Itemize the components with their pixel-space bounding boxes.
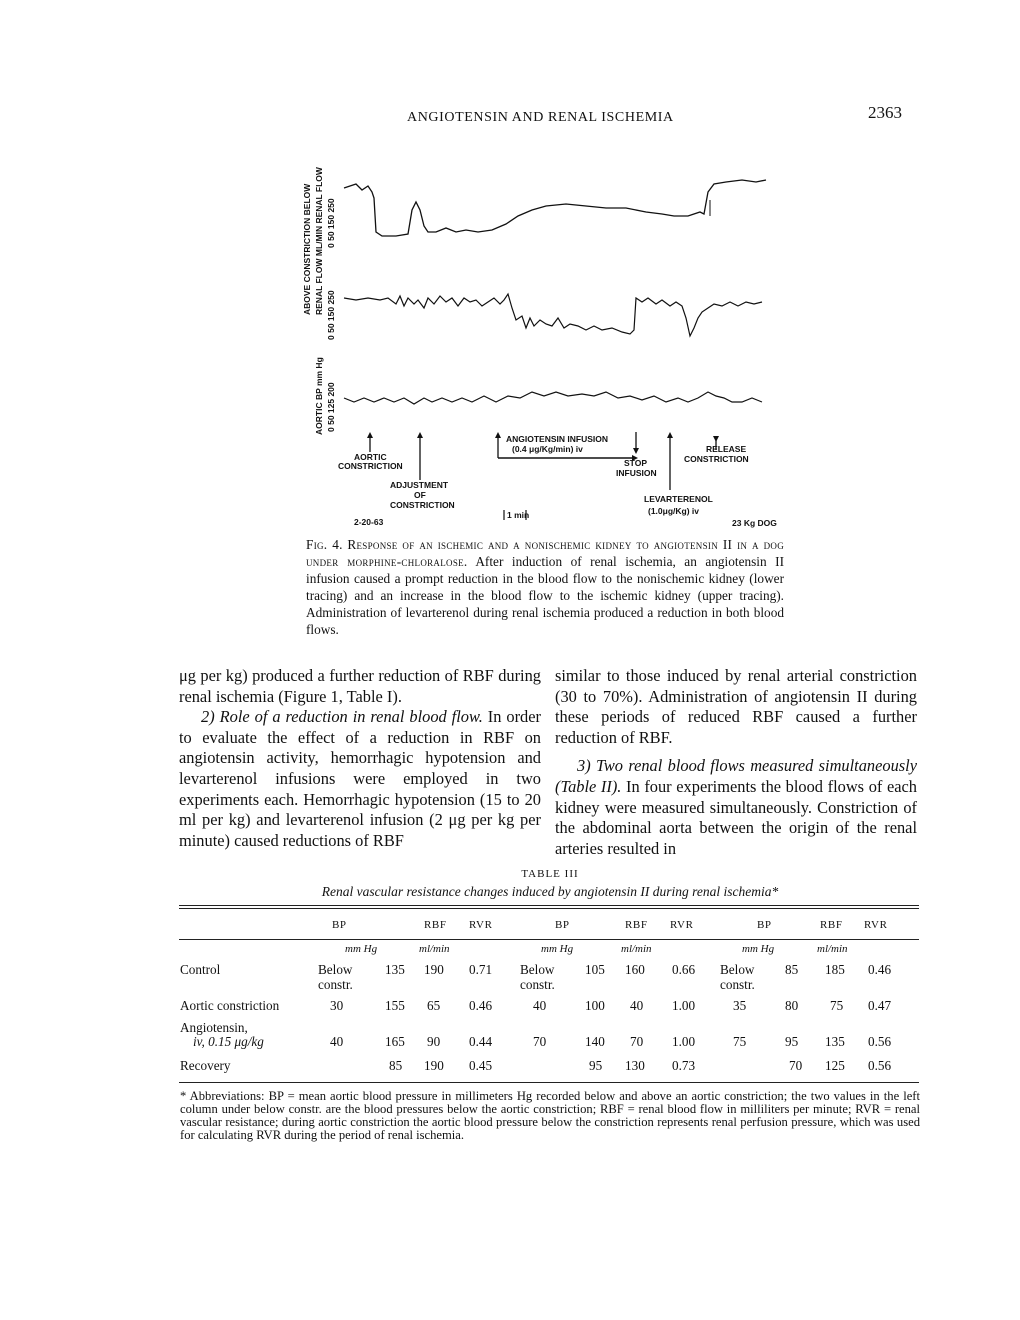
- caption-title: Response of an ischemic and a nonischemic kidney to angiotensin II in a dog under morphine-chloralose.: [306, 537, 784, 569]
- cell: 0.56: [868, 1034, 892, 1049]
- cell: 40: [330, 1034, 344, 1049]
- cell: 0.46: [868, 962, 892, 977]
- cell: 0.71: [469, 962, 493, 977]
- cell: 75: [733, 1034, 747, 1049]
- cell: 155: [385, 998, 405, 1013]
- right-paragraph-2-body: In four experiments the blood flows of each kidney were measured simultaneously. Constriction of the abdominal aorta between the origin of the renal arteries resulted in: [555, 776, 917, 858]
- table-label: TABLE III: [521, 868, 579, 880]
- annotation-aortic-constriction: AORTIC CONSTRICTION: [338, 452, 403, 471]
- table-footnote: * Abbreviations: BP = mean aortic blood pressure in millimeters Hg recorded below and above an aortic constriction; the two values in the left column under below constr. are the blood pressures below the aortic constriction; RBF = renal blood flow in milliliters per minute; RVR = renal vascular resistance; during aortic constriction the aortic blood pressure below the constriction represents renal perfusion pressure, which was used for calculating RVR during the period of renal ischemia.: [180, 1089, 920, 1142]
- label-bp-scale: 0 50 125 200: [326, 382, 336, 432]
- header-rbf-1: RBF: [424, 919, 447, 931]
- cell: 95: [785, 1034, 799, 1049]
- annotation-release: RELEASE CONSTRICTION: [684, 444, 749, 464]
- label-upper-scale: 0 50 150 250: [326, 198, 336, 248]
- cell: 0.56: [868, 1058, 892, 1073]
- header-bp-1: BP: [332, 919, 347, 931]
- units-bp-1: mm Hg: [345, 943, 378, 955]
- cell: 80: [785, 998, 799, 1013]
- cell: Below: [318, 962, 353, 977]
- row-label-angiotensin-dose: iv, 0.15 μg/kg: [193, 1034, 264, 1049]
- cell: 140: [585, 1034, 605, 1049]
- header-rvr-1: RVR: [469, 919, 493, 931]
- cell: Below: [520, 962, 555, 977]
- header-bp-3: BP: [757, 919, 772, 931]
- units-bp-2: mm Hg: [541, 943, 574, 955]
- cell: 0.73: [672, 1058, 696, 1073]
- left-paragraph-2-body: In order to evaluate the effect of a reduction in RBF on angiotensin activity, hemorrhagic hypotension and levarterenol infusions were employed in two experiments each. Hemorrhagic hypotension (15 to 20 ml per kg) and levarterenol infusion (2 μg per kg per minute) caused reductions of RBF: [179, 707, 541, 850]
- cell: 30: [330, 998, 344, 1013]
- upper-tracing: [344, 180, 766, 236]
- cell: 85: [785, 962, 799, 977]
- cell: 1.00: [672, 998, 696, 1013]
- cell: 70: [533, 1034, 547, 1049]
- annotation-angiotensin-infusion: ANGIOTENSIN INFUSION: [506, 434, 609, 444]
- marker-adjustment: [417, 432, 423, 480]
- units-rbf-1: ml/min: [419, 943, 450, 955]
- cell: 0.46: [469, 998, 493, 1013]
- marker-aortic-constriction: [367, 432, 373, 452]
- cell: 1.00: [672, 1034, 696, 1049]
- right-paragraph-1: similar to those induced by renal arterial constriction (30 to 70%). Administration of angiotensin II during these periods of reduced RBF caused a further reduction of RBF.: [555, 666, 917, 747]
- caption-label: Fig. 4.: [306, 537, 343, 552]
- caption-body: After induction of renal ischemia, an angiotensin II infusion caused a prompt reduction in the blood flow to the nonischemic kidney (lower tracing) and an increase in the blood flow to the ischemic kidney (upper tracing). Administration of levarterenol during renal ischemia produced a reduction in both blood flows.: [306, 554, 785, 637]
- table-iii: [179, 905, 919, 1085]
- cell: 100: [585, 998, 605, 1013]
- cell: constr.: [318, 977, 353, 992]
- annotation-dose: (0.4 μg/Kg/min) iv: [512, 444, 583, 454]
- annotation-stop-infusion: STOP INFUSION: [616, 458, 657, 478]
- cell: 35: [733, 998, 747, 1013]
- units-bp-3: mm Hg: [742, 943, 775, 955]
- header-rvr-3: RVR: [864, 919, 888, 931]
- cell: 0.47: [868, 998, 892, 1013]
- header-bp-2: BP: [555, 919, 570, 931]
- annotation-levarterenol-dose: (1.0μg/Kg) iv: [648, 506, 700, 516]
- figure-4-tracings: [296, 140, 786, 532]
- row-label-aortic-constriction: Aortic constriction: [180, 998, 280, 1013]
- cell: Below: [720, 962, 755, 977]
- bp-tracing: [344, 392, 762, 404]
- label-above-below: ABOVE CONSTRICTION BELOW: [302, 183, 312, 315]
- right-column: [555, 666, 917, 859]
- annotation-adjustment: ADJUSTMENT OF CONSTRICTION: [390, 480, 455, 510]
- header-rbf-2: RBF: [625, 919, 648, 931]
- row-label-recovery: Recovery: [180, 1058, 231, 1073]
- row-label-angiotensin: Angiotensin,: [180, 1020, 248, 1035]
- cell: 65: [427, 998, 441, 1013]
- marker-stop-infusion: [633, 432, 639, 454]
- middle-tracing: [344, 294, 762, 336]
- running-head: ANGIOTENSIN AND RENAL ISCHEMIA: [407, 110, 674, 125]
- section-heading-3: 3) Two renal blood flows measured simultaneously (Table II).: [555, 756, 917, 796]
- cell: 85: [389, 1058, 403, 1073]
- cell: 95: [589, 1058, 603, 1073]
- cell: 90: [427, 1034, 441, 1049]
- cell: 135: [385, 962, 405, 977]
- header-rbf-3: RBF: [820, 919, 843, 931]
- cell: 40: [533, 998, 547, 1013]
- cell: 105: [585, 962, 605, 977]
- cell: 125: [825, 1058, 845, 1073]
- cell: 130: [625, 1058, 645, 1073]
- cell: 0.66: [672, 962, 696, 977]
- cell: 185: [825, 962, 845, 977]
- annotation-time-scale: 1 min: [507, 510, 530, 520]
- cell: 75: [830, 998, 844, 1013]
- cell: 190: [424, 962, 444, 977]
- cell: 160: [625, 962, 645, 977]
- left-column: [179, 666, 541, 851]
- left-paragraph-1: μg per kg) produced a further reduction of RBF during renal ischemia (Figure 1, Table I).: [179, 666, 541, 706]
- cell: constr.: [520, 977, 555, 992]
- annotation-levarterenol: LEVARTERENOL: [644, 494, 713, 504]
- table-caption: Renal vascular resistance changes induced by angiotensin II during renal ischemia*: [321, 884, 779, 899]
- cell: constr.: [720, 977, 755, 992]
- label-aortic-bp: AORTIC BP mm Hg: [314, 357, 324, 435]
- section-heading-2: 2) Role of a reduction in renal blood flow.: [201, 707, 483, 727]
- cell: 40: [630, 998, 644, 1013]
- header-rvr-2: RVR: [670, 919, 694, 931]
- cell: 70: [630, 1034, 644, 1049]
- page-number: 2363: [868, 103, 902, 122]
- label-renal-flow: RENAL FLOW ML/MIN RENAL FLOW: [314, 167, 324, 315]
- annotation-date: 2-20-63: [354, 517, 384, 527]
- cell: 0.45: [469, 1058, 493, 1073]
- row-label-control: Control: [180, 962, 221, 977]
- units-rbf-3: ml/min: [817, 943, 848, 955]
- units-rbf-2: ml/min: [621, 943, 652, 955]
- left-paragraph-2: [179, 707, 541, 851]
- cell: 70: [789, 1058, 803, 1073]
- cell: 165: [385, 1034, 405, 1049]
- label-middle-scale: 0 50 150 250: [326, 290, 336, 340]
- figure-caption: [306, 536, 784, 638]
- marker-levarterenol: [667, 432, 673, 490]
- annotation-dog: 23 Kg DOG: [732, 518, 777, 528]
- cell: 190: [424, 1058, 444, 1073]
- cell: 0.44: [469, 1034, 493, 1049]
- right-paragraph-2: [555, 756, 917, 859]
- cell: 135: [825, 1034, 845, 1049]
